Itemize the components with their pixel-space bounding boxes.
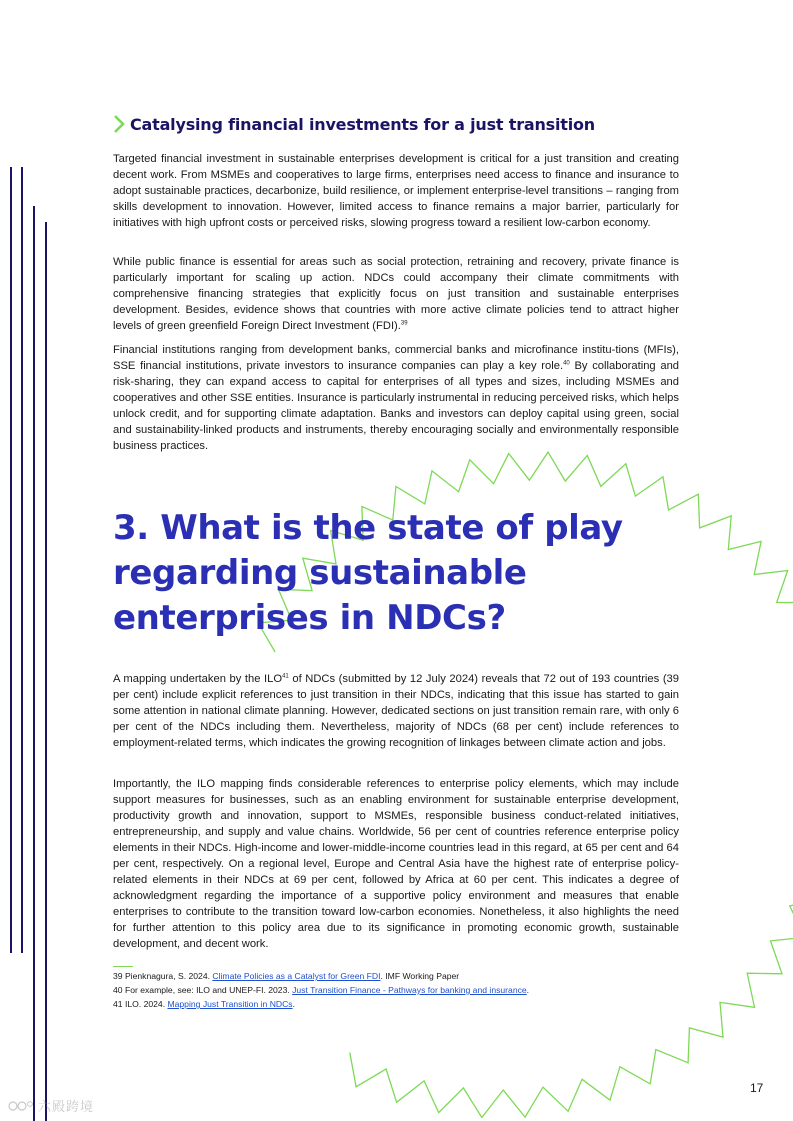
paragraph-text: A mapping undertaken by the ILO	[113, 673, 283, 685]
paragraph-text: While public finance is essential for areas such as social protection, retraining and recovery, private finance is particularly important for scaling up action. NDCs could accompany their climate commitments with comprehensive financing strategies that explicitly focus on just transition and sustainable enterprises development. Besides, evidence shows that countries with more active climate policies tend to attract higher levels of green greenfield Foreign Direct Investment (FDI).	[113, 256, 679, 332]
body-paragraph-5	[113, 776, 679, 952]
decorative-vertical-line-1	[10, 167, 12, 953]
paragraph-text: of NDCs (submitted by 12 July 2024) reveals that 72 out of 193 countries (39 per cent) include explicit references to just transition in their NDCs, indicating that this issue has started to gain some attention in national climate planning. However, dedicated sections on just transition remain rare, with only 6 per cent of the NDCs including them. Nevertheless, majority of NDCs (68 per cent) include references to employment-related terms, which indicates the growing recognition of linkages between climate action and jobs.	[113, 673, 679, 749]
decorative-vertical-line-3	[33, 206, 35, 1121]
body-paragraph-3	[113, 342, 679, 454]
chapter-title: 3. What is the state of play regarding sustainable enterprises in NDCs?	[113, 508, 623, 638]
footnote-link[interactable]: Just Transition Finance - Pathways for banking and insurance	[292, 985, 527, 995]
footnote-41: 41 ILO. 2024. Mapping Just Transition in NDCs.	[113, 999, 295, 1009]
watermark-text: 六殿跨境	[38, 1100, 95, 1115]
page-number: 17	[750, 1081, 764, 1095]
footnote-divider	[113, 966, 133, 967]
footnotes	[113, 969, 713, 1011]
paragraph-text: Targeted financial investment in sustainable enterprises development is critical for a just transition and creating decent work. From MSMEs and cooperatives to large firms, enterprises need access to finance and insurance to adopt sustainable practices, decarbonize, build resilience, or implement enterprise-level transitions – ranging from skills development to innovation. However, limited access to finance remains a major barrier, particularly for initiatives with high upfront costs or perceived risks, slowing progress toward a resilient low-carbon economy.	[113, 153, 679, 229]
footnote-39: 39 Pienknagura, S. 2024. Climate Policies as a Catalyst for Green FDI. IMF Working Paper	[113, 971, 460, 981]
body-paragraph-4	[113, 671, 679, 751]
watermark	[8, 1096, 94, 1115]
body-paragraph-1	[113, 151, 679, 231]
paragraph-text: Financial institutions ranging from development banks, commercial banks and microfinance institu-tions (MFIs), SSE financial institutions, private investors to insurance companies can play a key role.	[113, 344, 679, 372]
section-heading	[112, 114, 595, 134]
decorative-vertical-line-2	[21, 167, 23, 953]
footnote-40: 40 For example, see: ILO and UNEP-FI. 2023. Just Transition Finance - Pathways for banking and insurance.	[113, 985, 530, 995]
footnote-ref-41[interactable]: 41	[282, 673, 289, 680]
decorative-vertical-line-4	[45, 222, 47, 1121]
chevron-right-icon	[112, 114, 126, 134]
footnote-ref-39[interactable]: 39	[400, 320, 408, 327]
section-heading-text: Catalysing financial investments for a just transition	[130, 114, 595, 134]
watermark-logo-icon	[8, 1099, 34, 1113]
footnote-link[interactable]: Mapping Just Transition in NDCs	[167, 999, 293, 1009]
paragraph-text: Importantly, the ILO mapping finds considerable references to enterprise policy elements, which may include support measures for businesses, such as an enabling environment for sustainable enterprise development, productivity growth and innovation, support to MSMEs, responsible business conduct-related initiatives, entrepreneurship, and supply and value chains. Worldwide, 56 per cent of countries reference enterprise policy elements in their NDCs. High-income and lower-middle-income countries lead in this regard, at 65 per cent and 64 per cent, respectively. On a regional level, Europe and Central Asia have the highest rate of enterprise policy-related elements in their NDCs at 69 per cent, followed by Africa at 60 per cent. This indicates a degree of acknowledgment regarding the importance of a supportive policy environment and measures that enable enterprises to contribute to the transition toward low-carbon economies. Nonetheless, it also highlights the need for further attention to this policy area due to its significance in promoting economic growth, sustainable development, and decent work.	[113, 778, 679, 950]
body-paragraph-2	[113, 254, 679, 334]
paragraph-text: By collaborating and risk-sharing, they can expand access to capital for enterprises of all types and sizes, including MSMEs and cooperatives and other SSE entities. Insurance is particularly instrumental in reducing perceived risks, which helps unlock credit, and for supporting climate adaptation. Banks and investors can deploy capital using green, social and sustainability-linked products and instruments, thereby encouraging socially and environmentally responsible business practices.	[113, 360, 680, 452]
footnote-ref-40[interactable]: 40	[563, 360, 570, 367]
footnote-link[interactable]: Climate Policies as a Catalyst for Green FDI	[212, 971, 381, 981]
